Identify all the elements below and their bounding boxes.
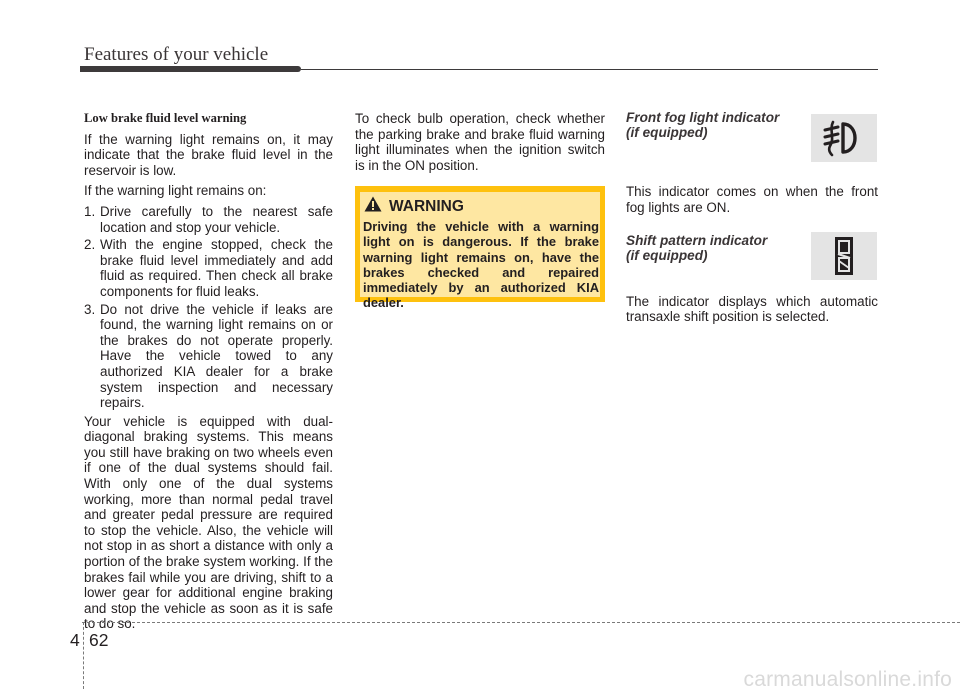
warning-title-row	[364, 196, 464, 217]
list-text: Do not drive the vehicle if leaks are found, the warning light remains on or the brakes do not operate properly. Have the vehicle towed to any authorized KIA dealer for a brake system inspection and necessary repairs.	[100, 301, 333, 411]
page-number: 62	[89, 630, 109, 650]
bulb-check-para: To check bulb operation, check whether the parking brake and brake fluid warning light illuminates when the ignition switch is in the ON position.	[355, 111, 605, 173]
shift-heading-line2: (if equipped)	[626, 247, 708, 263]
section-number: 4	[70, 630, 80, 650]
warning-title: WARNING	[389, 197, 464, 215]
list-text: Drive carefully to the nearest safe location and stop your vehicle.	[100, 203, 333, 235]
dual-braking-para: Your vehicle is equipped with dual-diagonal braking systems. This means you still have braking on two wheels even if one of the dual systems should fail. With only one of the dual systems working, more than normal pedal travel and greater pedal pressure are required to stop the vehicle. Also, the vehicle will not stop in as short a distance with only a portion of the brake system working. If the brakes fail while you are driving, shift to a lower gear for additional engine braking and stop the vehicle as soon as it is safe to do so.	[84, 413, 333, 632]
shift-heading-line1: Shift pattern indicator	[626, 233, 768, 249]
column-middle	[355, 111, 605, 173]
list-number: 1.	[84, 203, 96, 219]
list-item	[84, 204, 333, 235]
header-rule-thick	[80, 66, 301, 72]
shift-indicator-text: The indicator displays which automatic transaxle shift position is selected.	[626, 293, 878, 325]
list-number: 2.	[84, 237, 96, 253]
list-item	[84, 302, 333, 411]
header-rule-thin	[301, 69, 878, 70]
list-number: 3.	[84, 301, 96, 317]
brake-fluid-para1: If the warning light remains on, it may indicate that the brake fluid level in the reservoir is low.	[84, 131, 333, 178]
watermark: carmanualsonline.info	[743, 668, 952, 691]
brake-fluid-para2: If the warning light remains on:	[84, 183, 267, 199]
header-title: Features of your vehicle	[84, 44, 269, 65]
fog-heading-line1: Front fog light indicator	[626, 110, 780, 125]
warning-triangle-icon	[364, 196, 382, 217]
warning-text: Driving the vehicle with a warning light on is dangerous. If the brake warning light remains on, have the brakes checked and repaired immediately by an authorized KIA dealer.	[363, 219, 599, 311]
shift-pattern-icon	[811, 232, 877, 280]
warning-box-inner	[360, 192, 600, 311]
fog-indicator-text: This indicator comes on when the front fog lights are ON.	[626, 184, 878, 215]
list-text: With the engine stopped, check the brake fluid level immediately and add fluid as required. Then check all brake components for fluid leaks.	[100, 237, 333, 299]
fog-heading-line2: (if equipped)	[626, 124, 708, 140]
front-fog-light-icon	[811, 114, 877, 162]
warning-box	[355, 186, 605, 311]
footer-rule-vertical	[83, 622, 84, 689]
brake-fluid-steps	[84, 204, 333, 411]
footer-rule-horizontal	[82, 622, 960, 623]
column-left	[84, 111, 333, 632]
brake-fluid-subheading: Low brake fluid level warning	[84, 111, 247, 125]
list-item	[84, 237, 333, 299]
